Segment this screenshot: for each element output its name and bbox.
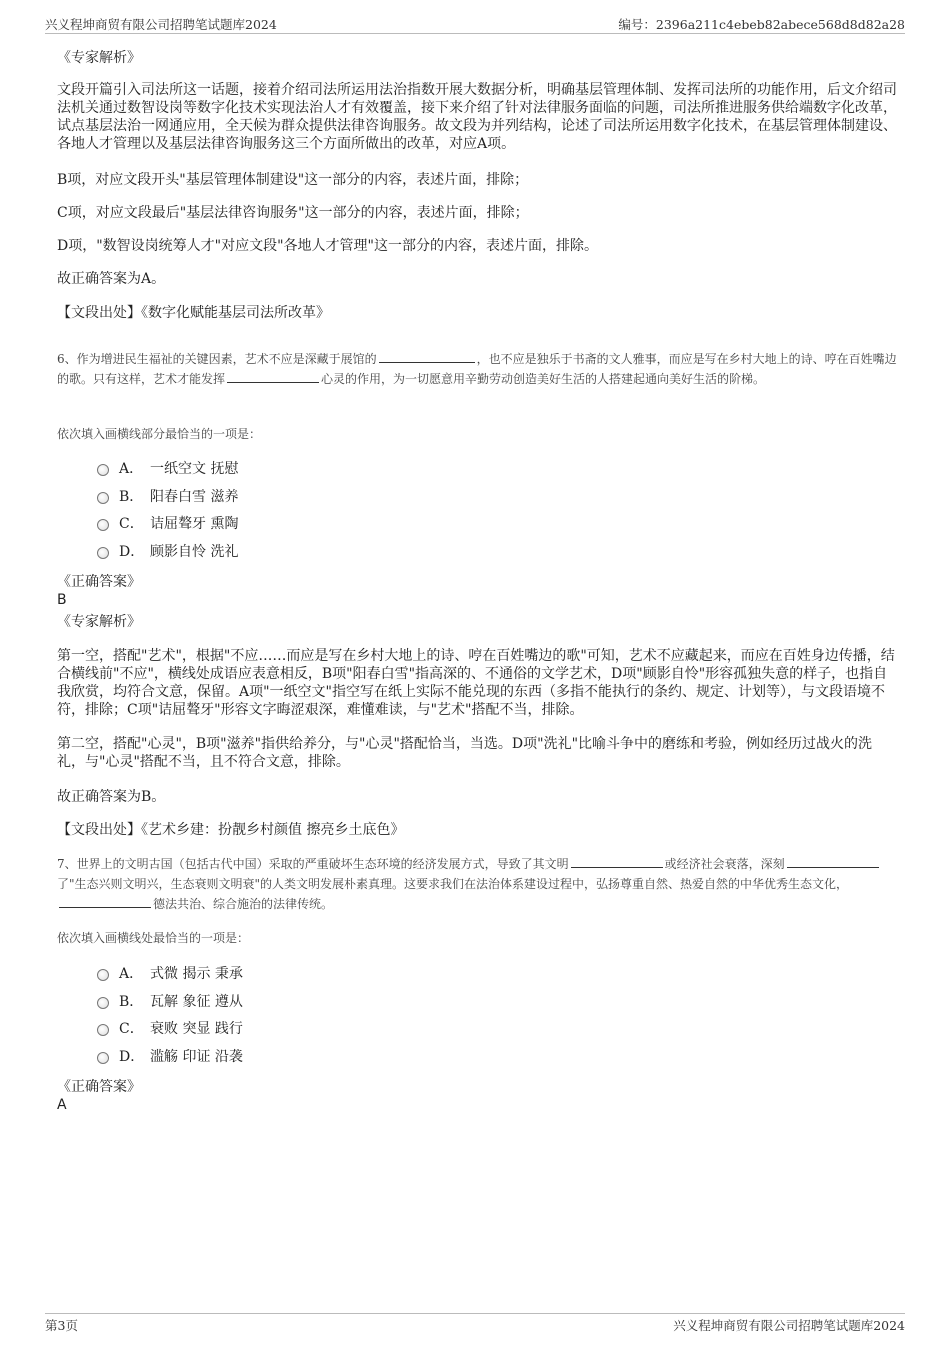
option-c[interactable]: C． 诘屈聱牙 熏陶 (97, 514, 238, 534)
option-d[interactable]: D． 滥觞 印证 沿袭 (97, 1047, 243, 1067)
blank-line (571, 855, 663, 868)
option-b[interactable]: B． 瓦解 象征 遵从 (97, 992, 243, 1012)
analysis-paragraph: D项，"数智设岗统筹人才"对应文段"各地人才管理"这一部分的内容，表述片面，排除。 (57, 238, 598, 254)
source: 【文段出处】《艺术乡建：扮靓乡村颜值 擦亮乡土底色》 (57, 822, 405, 838)
analysis-paragraph: 第二空，搭配"心灵"，B项"滋养"指供给养分，与"心灵"搭配恰当，当选。D项"洗礼"比喻斗争中的磨练和考验，例如经历过战火的洗礼，与"心灵"搭配不当，且不符合文意，排除。 (57, 736, 873, 770)
source: 【文段出处】《数字化赋能基层司法所改革》 (57, 305, 330, 321)
radio-icon[interactable] (97, 464, 109, 476)
analysis-paragraph: 文段开篇引入司法所这一话题，接着介绍司法所运用法治指数开展大数据分析，明确基层管理体制、发挥司法所的功能作用，后文介绍司法机关通过数智设岗等数字化技术实现法治人才有效覆盖，接下来介绍了针对法律服务面临的问题，司法所推进服务供给端数字化改革，试点基层法治一网通应用，全天候为群众提供法律咨询服务。故文段为并列结构，论述了司法所运用数字化技术，在基层管理体制建设、各地人才管理以及基层法律咨询服务这三个方面所做出的改革，对应A项。 (57, 82, 897, 152)
answer-value: A (57, 1097, 67, 1113)
radio-icon[interactable] (97, 519, 109, 531)
option-a[interactable]: A． 式微 揭示 秉承 (97, 964, 243, 984)
conclusion: 故正确答案为B。 (57, 789, 166, 805)
blank-line (787, 855, 879, 868)
blank-line (59, 895, 151, 908)
answer-value: B (57, 592, 67, 608)
analysis-paragraph: B项，对应文段开头"基层管理体制建设"这一部分的内容，表述片面，排除； (57, 172, 529, 188)
page-header (45, 13, 905, 34)
question-stem: 6、作为增进民生福祉的关键因素，艺术不应是深藏于展馆的 ，也不应是独乐于书斋的文人雅事，而应是写在乡村大地上的诗、哼在百姓嘴边的歌。只有这样，艺术才能发挥 心灵的作用，为一切愿意用辛勤劳动创造美好生活的人搭建起通向美好生活的阶梯。 (57, 352, 897, 386)
page-footer (45, 1313, 905, 1338)
question-prompt: 依次填入画横线部分最恰当的一项是： (57, 427, 262, 441)
conclusion: 故正确答案为A。 (57, 271, 166, 287)
answer-label: 《正确答案》 (57, 1079, 141, 1095)
blank-line (227, 370, 319, 383)
header-code: 编号：2396a211c4ebeb82abece568d8d82a28 (618, 17, 905, 32)
radio-icon[interactable] (97, 997, 109, 1009)
question-prompt: 依次填入画横线处最恰当的一项是： (57, 931, 250, 945)
option-c[interactable]: C． 衰败 突显 践行 (97, 1019, 243, 1039)
analysis-label: 《专家解析》 (57, 614, 141, 630)
radio-icon[interactable] (97, 1024, 109, 1036)
answer-label: 《正确答案》 (57, 574, 141, 590)
radio-icon[interactable] (97, 1052, 109, 1064)
page-number: 第3页 (45, 1318, 78, 1333)
option-a[interactable]: A． 一纸空文 抚慰 (97, 459, 238, 479)
blank-line (379, 350, 475, 363)
option-b[interactable]: B． 阳春白雪 滋养 (97, 487, 238, 507)
option-d[interactable]: D． 顾影自怜 洗礼 (97, 542, 238, 562)
analysis-paragraph: 第一空，搭配"艺术"，根据"不应……而应是写在乡村大地上的诗、哼在百姓嘴边的歌"可知，艺术不应藏起来，而应在百姓身边传播，结合横线前"不应"，横线处成语应表意相反，B项"阳春白雪"指高深的、不通俗的文学艺术，D项"顾影自怜"形容孤独失意的样子，也指自我欣赏，均符合文意，保留。A项"一纸空文"指空写在纸上实际不能兑现的东西（多指不能执行的条约、规定、计划等），与文段语境不符，排除；C项"诘屈聱牙"形容文字晦涩艰深，难懂难读，与"艺术"搭配不当，排除。 (57, 648, 895, 718)
radio-icon[interactable] (97, 492, 109, 504)
radio-icon[interactable] (97, 547, 109, 559)
analysis-label: 《专家解析》 (57, 50, 141, 66)
radio-icon[interactable] (97, 969, 109, 981)
header-company: 兴义程坤商贸有限公司招聘笔试题库2024 (45, 17, 277, 32)
footer-company: 兴义程坤商贸有限公司招聘笔试题库2024 (673, 1318, 905, 1333)
analysis-paragraph: C项，对应文段最后"基层法律咨询服务"这一部分的内容，表述片面，排除； (57, 205, 529, 221)
question-stem: 7、世界上的文明古国（包括古代中国）采取的严重破坏生态环境的经济发展方式，导致了其文明 或经济社会衰落，深刻了"生态兴则文明兴，生态衰则文明衰"的人类文明发展朴素真理。这要求我们在法治体系建设过程中，弘扬尊重自然、热爱自然的中华优秀生态文化，德法共治、综合施治的法律传统。 (57, 854, 897, 914)
